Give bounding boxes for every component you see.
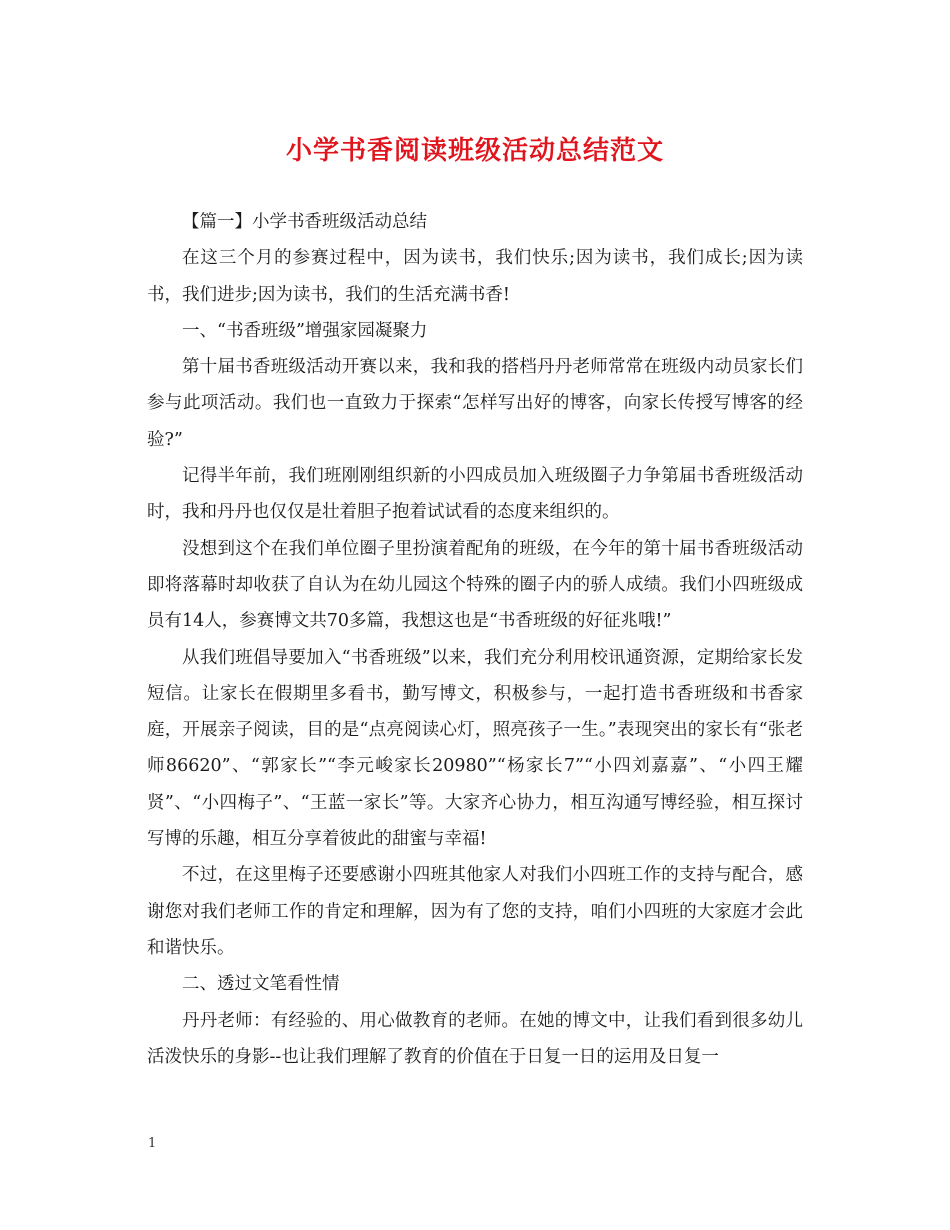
page-number: 1 — [148, 1136, 157, 1151]
section-heading: 【篇一】小学书香班级活动总结 — [182, 212, 427, 232]
document-title: 小学书香阅读班级活动总结范文 — [285, 136, 664, 166]
section-heading: 一、“书香班级”增强家园凝聚力 — [182, 320, 428, 341]
paragraph: 第十届书香班级活动开赛以来，我和我的搭档丹丹老师常常在班级内动员家长们参与此项活动。我们也一直致力于探索“怎样写出好的博客，向家长传授写博客的经验?” — [147, 357, 803, 450]
paragraph: 没想到这个在我们单位圈子里扮演着配角的班级，在今年的第十届书香班级活动即将落幕时却收获了自认为在幼儿园这个特殊的圈子内的骄人成绩。我们小四班级成员有14人，参赛博文共70多篇，我想这也是“书香班级的好征兆哦!” — [147, 538, 803, 632]
section-heading: 二、透过文笔看性情 — [182, 974, 340, 995]
paragraph: 不过，在这里梅子还要感谢小四班其他家人对我们小四班工作的支持与配合，感谢您对我们老师工作的肯定和理解，因为有了您的支持，咱们小四班的大家庭才会此和谐快乐。 — [147, 865, 803, 958]
paragraph: 丹丹老师：有经验的、用心做教育的老师。在她的博文中，让我们看到很多幼儿活泼快乐的身影--也让我们理解了教育的价值在于日复一日的运用及日复一 — [147, 1010, 803, 1067]
paragraph: 从我们班倡导要加入“书香班级”以来，我们充分利用校讯通资源，定期给家长发短信。让家长在假期里多看书，勤写博文，积极参与，一起打造书香班级和书香家庭，开展亲子阅读，目的是“点亮阅读心灯，照亮孩子一生。”表现突出的家长有“张老师86620”、“郭家长”“李元峻家长20980”“杨家长7”“小四刘嘉嘉”、“小四王耀贤”、“小四梅子”、“王蓝一家长”等。大家齐心协力，相互沟通写博经验，相互探讨写博的乐趣，相互分享着彼此的甜蜜与幸福! — [147, 647, 803, 850]
paragraph: 记得半年前，我们班刚刚组织新的小四成员加入班级圈子力争第届书香班级活动时，我和丹丹也仅仅是壮着胆子抱着试试看的态度来组织的。 — [147, 466, 803, 523]
paragraph: 在这三个月的参赛过程中，因为读书，我们快乐;因为读书，我们成长;因为读书，我们进步;因为读书，我们的生活充满书香! — [147, 248, 803, 305]
document-body — [147, 204, 803, 1075]
